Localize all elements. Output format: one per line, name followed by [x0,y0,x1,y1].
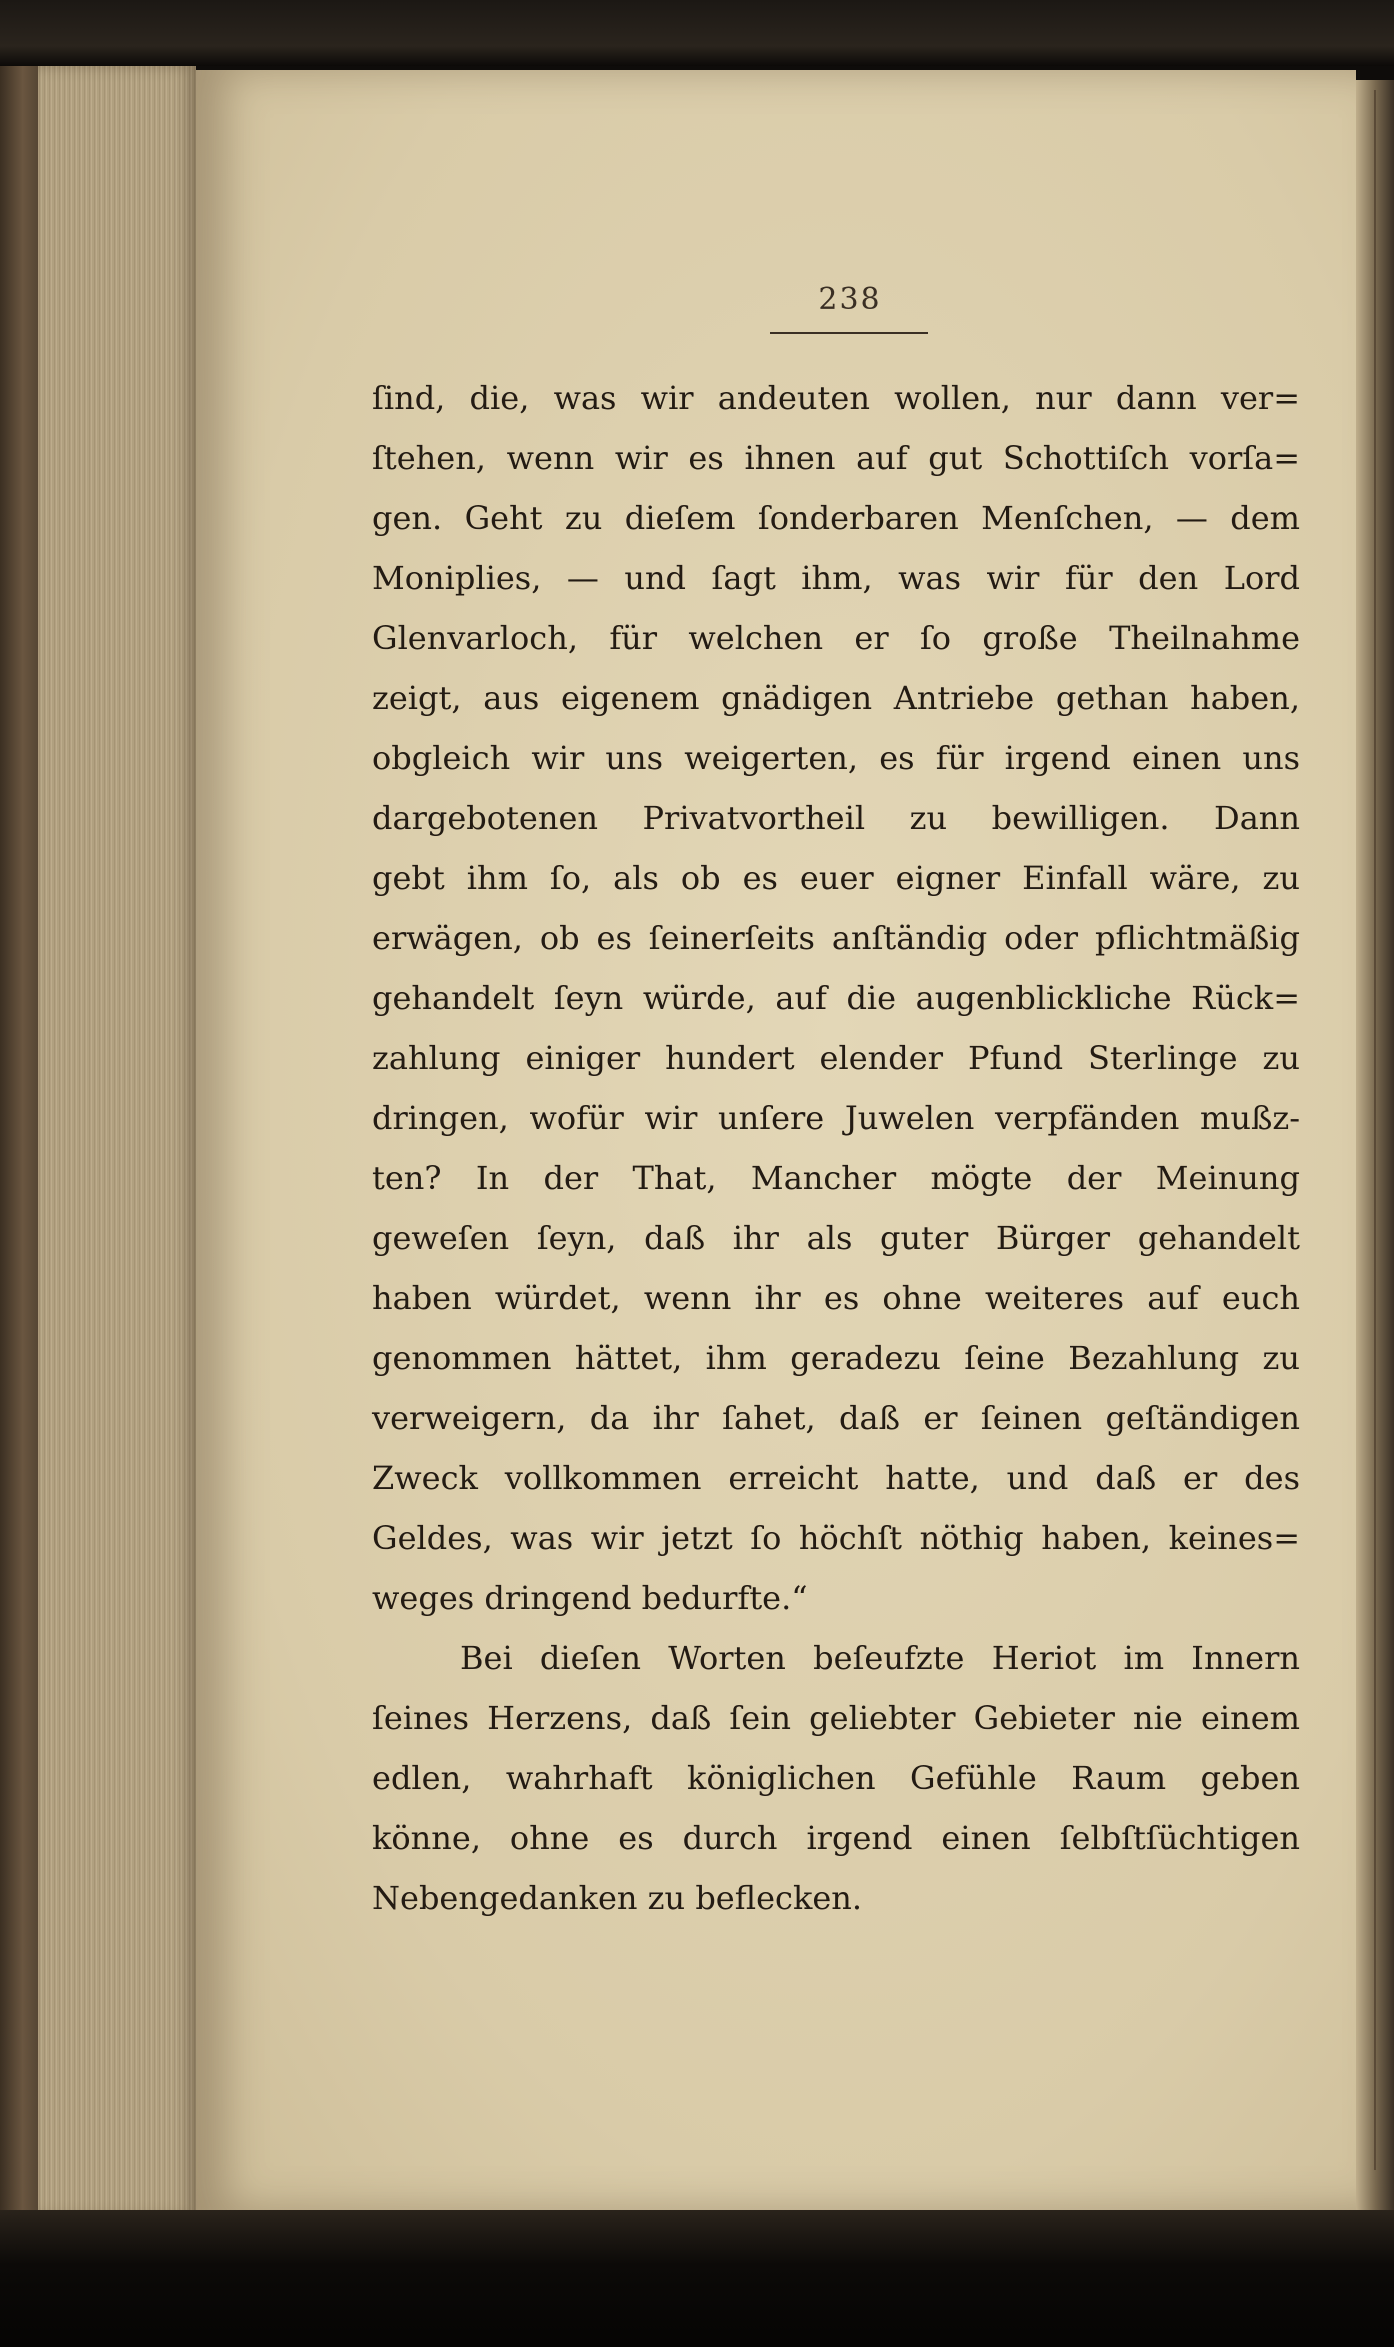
text-line: dringen, wofür wir unſere Juwelen verpfänden mußz- [372,1099,1300,1137]
text-line: könne, ohne es durch irgend einen ſelbſtſüchtigen [372,1819,1300,1857]
text-line: obgleich wir uns weigerten, es für irgend einen uns [372,739,1300,777]
paragraph-end-line: weges dringend bedurfte.“ [372,1579,808,1617]
page-number-rule [770,332,928,334]
text-line: haben würdet, wenn ihr es ohne weiteres auf euch [372,1279,1300,1317]
text-line: ſeines Herzens, daß ſein geliebter Gebieter nie einem [372,1699,1300,1737]
book-cover-edge [0,66,38,2236]
text-line: Moniplies, — und ſagt ihm, was wir für den Lord [372,559,1300,597]
text-line: verweigern, da ihr ſahet, daß er ſeinen geſtändigen [372,1399,1300,1437]
scan-background-bottom [0,2210,1394,2347]
text-line: Zweck vollkommen erreicht hatte, und daß er des [372,1459,1300,1497]
scan-background-top [0,0,1394,66]
text-line: geweſen ſeyn, daß ihr als guter Bürger gehandelt [372,1219,1300,1257]
text-line: ſtehen, wenn wir es ihnen auf gut Schottiſch vorſa= [372,439,1300,477]
paragraph-end-line: Nebengedanken zu beflecken. [372,1879,863,1917]
text-line: edlen, wahrhaft königlichen Gefühle Raum geben [372,1759,1300,1797]
text-line: zahlung einiger hundert elender Pfund Sterlinge zu [372,1039,1300,1077]
gutter-line [1374,90,1376,2170]
text-line: Glenvarloch, für welchen er ſo große Theilnahme [372,619,1300,657]
text-line: zeigt, aus eigenem gnädigen Antriebe gethan haben, [372,679,1300,717]
text-line: gen. Geht zu dieſem ſonderbaren Menſchen, — dem [372,499,1300,537]
body-text [372,368,1300,1928]
text-line: gehandelt ſeyn würde, auf die augenblickliche Rück= [372,979,1300,1017]
text-line: ſind, die, was wir andeuten wollen, nur dann ver= [372,379,1300,417]
text-line: gebt ihm ſo, als ob es euer eigner Einfall wäre, zu [372,859,1300,897]
page-number: 238 [818,282,882,317]
text-line: dargebotenen Privatvortheil zu bewilligen. Dann [372,799,1300,837]
text-line: genommen hättet, ihm geradezu ſeine Bezahlung zu [372,1339,1300,1377]
page-stack-edges [38,66,196,2216]
paragraph-start-line: Bei dieſen Worten beſeufzte Heriot im Innern [460,1639,1300,1677]
text-line: erwägen, ob es ſeinerſeits anſtändig oder pflichtmäßig [372,919,1300,957]
text-line: ten? In der That, Mancher mögte der Meinung [372,1159,1300,1197]
text-line: Geldes, was wir jetzt ſo höchſt nöthig haben, keines= [372,1519,1300,1557]
